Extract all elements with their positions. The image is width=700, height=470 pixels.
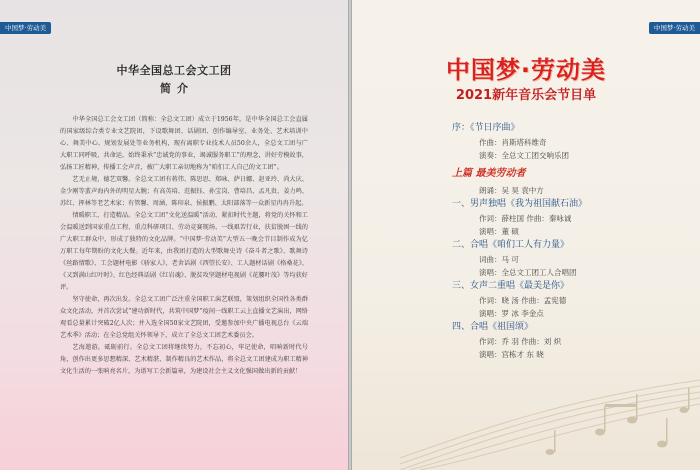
program-item-detail: 词曲：马 可: [479, 255, 519, 264]
paragraph: 艺无止境，德艺双馨。全总文工团有蒋伟、陈思思、郑咏、萨日娜、赵亚玲、尚大庆、金少刚等蜚声海内外的明星大腕；有高英培、范振钰、孙宝岗、曹培昌、孟凡贵、姜力鸣、苏红、挥林等老艺术家；有管馨、周涵、陈印泉、侯振鹏、太阳部落等一众新星冉冉升起。: [60, 176, 308, 207]
program-item-title: 二、合唱《咱们工人有力量》: [452, 240, 570, 250]
paragraph: 坚守使命，再次出发。全总文工团广泛注重全国职工演艺联盟，策划组织全国性各类群众文化活动，并首次尝试“建功新时代，共筑中国梦”疫间一线职工云上直播文艺演出，网络观看总量累计突破2亿人次；并入选全国50家文艺院团，受邀参加中央广播电视总台《云端艺术季》活动；在全总党组关怀领导下，成立了全总文工团艺术委员会。: [60, 296, 308, 339]
part-title: 上篇 最美劳动者: [452, 168, 526, 179]
prelude-title: 序：《节日序曲》: [452, 123, 520, 133]
program-item-detail: 演唱：罗 冰 李金点: [479, 309, 544, 318]
prelude-composer: 作曲：肖斯塔科维奇: [479, 138, 547, 147]
right-page: [352, 0, 700, 470]
paragraph: 中华全国总工会文工团（简称：全总文工团）成立于1956年，是中华全国总工会直属的国家级综合类专业文艺院团，下设歌舞团、话剧团、创作编导室、业务处、艺术培训中心、舞美中心、规划发展处等业务机构，现有离职专业技术人员50余人，全总文工团与广大职工同呼吸、共命运，始终秉承“忠诚党的事业，竭诚服务职工”的理念，讲好劳模故事，弘扬工匠精神，传播工会声音，被广大职工亲切地称为“咱们工人自己的文工团”。: [60, 116, 308, 171]
section-tag: 中国梦·劳动美: [0, 22, 51, 34]
section-tag: 中国梦·劳动美: [649, 22, 700, 34]
paragraph: 艺海遨游，砥砺前行。全总文工团将继续努力，不忘初心，牢记使命，唱响新时代号角，创作出更多思想精深、艺术精湛、制作精良的艺术作品，将全总文工团建成为职工精神文化生活的一张响亮名片，为谱写工会新篇章，为建设社会主义文化强国做出新的贡献！: [60, 344, 308, 375]
program-list: [452, 121, 692, 361]
program-item-detail: 作词：乔 羽 作曲：刘 炽: [479, 337, 562, 346]
section-title: 简介: [160, 82, 194, 95]
program-item-title: 一、男声独唱《我为祖国献石油》: [452, 199, 588, 209]
program-item-title: 四、合唱《祖国颂》: [452, 322, 534, 332]
program-item-detail: 作词：薛柱国 作曲：秦咏诚: [479, 214, 572, 223]
prelude-performer: 演奏：全总文工团交响乐团: [479, 151, 569, 160]
program-item-detail: 演唱：全总文工团工人合唱团: [479, 268, 577, 277]
program-item-title: 三、女声二重唱《最美是你》: [452, 281, 570, 291]
part-recitation: 朗诵：吴 昊 袁中方: [479, 186, 544, 195]
intro-body: [60, 114, 308, 378]
org-title: 中华全国总工会文工团: [116, 64, 232, 77]
paragraph: 情暖职工，打造精品。全总文工团“文化送温暖”活动、紧扣时代主题，将党的关怀和工会温暖送到国家重点工程、重点科研项目、劳动竞赛现场、一线艰苦行业，扶贫脱困一线的广大职工群众中，形成了独特的文化品牌。“中国梦·劳动美”大型五一晚会节目制作成为亿万职工每年期盼的文化大餐。近年来，由我团打造的大型歌舞史诗《奋斗者之歌》、歌舞诗《丝路情歌》、工会题材电影《骄家人》、老舍话剧《西望长安》、工人题材话剧《格桑花》、《又到满山红叶时》、红色经典话剧《红岩魂》、脱贫攻坚题材电视剧《花腰叶茂》等均获好评。: [60, 212, 308, 291]
program-item-detail: 演唱：宫栋才 东 晓: [479, 350, 544, 359]
program-item-detail: 演唱：董 硕: [479, 227, 519, 236]
program-item-detail: 作词：晓 汤 作曲：孟宪德: [479, 296, 567, 305]
program-subtitle: 2021新年音乐会节目单: [455, 88, 597, 103]
event-logo: 中国梦·劳动美: [445, 56, 607, 84]
left-page: [0, 0, 348, 470]
